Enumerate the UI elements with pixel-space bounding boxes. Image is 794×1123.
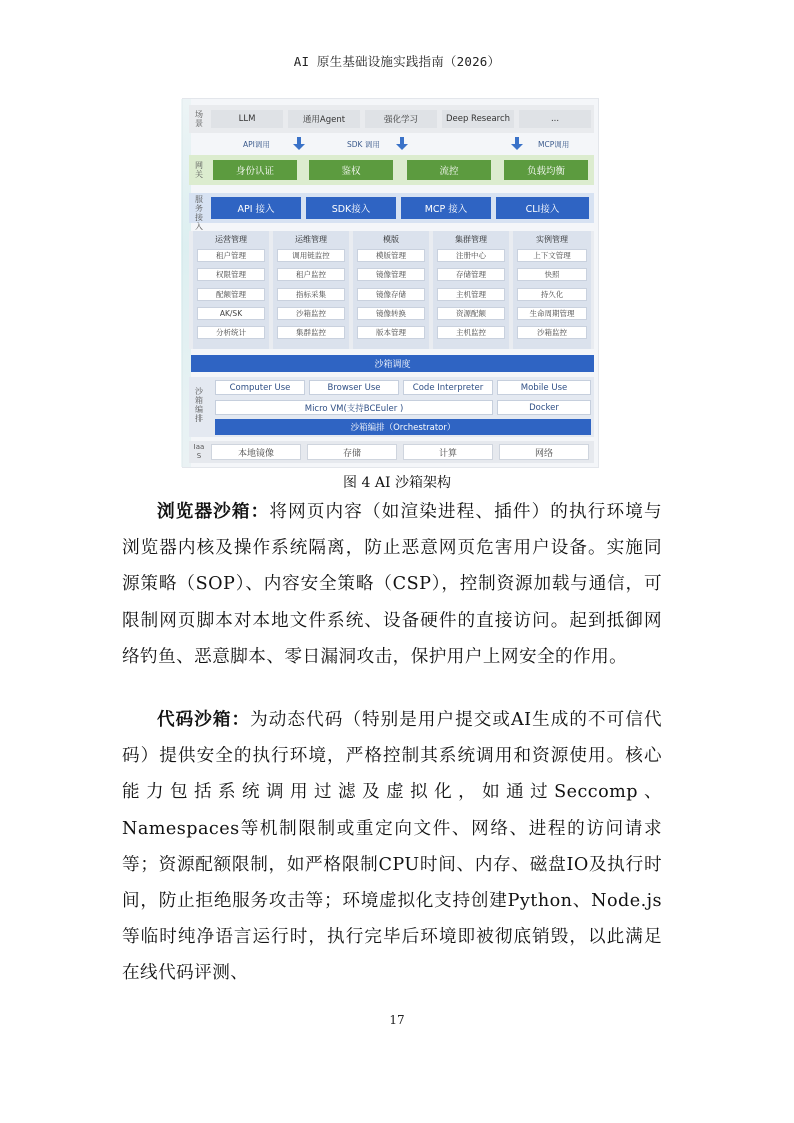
- column-title: 实例管理: [536, 235, 568, 244]
- iaas-local-image: 本地镜像: [211, 444, 301, 460]
- column-item: 主机监控: [437, 326, 505, 339]
- column-item: 配额管理: [197, 288, 265, 301]
- gateway-rate-limit: 流控: [407, 160, 491, 180]
- access-cli: CLI接入: [496, 197, 589, 219]
- column-item: 快照: [517, 268, 587, 281]
- docker-box: Docker: [497, 400, 591, 415]
- scene-more: ...: [519, 110, 591, 128]
- access-row-label: 服务接入: [195, 195, 203, 231]
- scene-deep-research: Deep Research: [442, 110, 514, 128]
- gateway-row-label: 网关: [195, 161, 203, 179]
- iaas-network: 网络: [499, 444, 589, 460]
- orchestrator-box: 沙箱编排（Orchestrator）: [215, 419, 591, 435]
- access-sdk: SDK接入: [306, 197, 396, 219]
- figure-caption: 图 4 AI 沙箱架构: [343, 475, 451, 491]
- gateway-load-balance: 负载均衡: [504, 160, 588, 180]
- mcp-call-label: MCP调用: [538, 140, 570, 149]
- api-call-label: API调用: [243, 140, 270, 149]
- iaas-storage: 存储: [307, 444, 397, 460]
- paragraph-browser-sandbox: [122, 494, 662, 675]
- code-interpreter-box: Code Interpreter: [403, 380, 493, 395]
- column-item: 模版管理: [357, 249, 425, 262]
- column-item: 镜像存储: [357, 288, 425, 301]
- gateway-row: [189, 155, 594, 185]
- ops-column: [193, 231, 269, 349]
- cluster-column: [433, 231, 509, 349]
- column-item: AK/SK: [197, 307, 265, 320]
- iaas-row: [189, 441, 594, 463]
- paragraph-code-sandbox: [122, 702, 662, 992]
- column-item: 租户监控: [277, 268, 345, 281]
- scene-llm: LLM: [211, 110, 283, 128]
- instance-column: [513, 231, 591, 349]
- column-item: 上下文管理: [517, 249, 587, 262]
- scene-row-label: 场景: [195, 110, 203, 128]
- column-item: 沙箱监控: [517, 326, 587, 339]
- column-item: 集群监控: [277, 326, 345, 339]
- scene-row: [189, 105, 594, 133]
- column-item: 沙箱监控: [277, 307, 345, 320]
- paragraph-term: 浏览器沙箱：: [157, 501, 270, 522]
- scene-rl: 强化学习: [365, 110, 437, 128]
- gateway-authz: 鉴权: [309, 160, 393, 180]
- orchestration-row-label: 沙箱编排: [195, 387, 203, 423]
- access-row: [189, 193, 594, 231]
- column-item: 调用链监控: [277, 249, 345, 262]
- column-item: 指标采集: [277, 288, 345, 301]
- column-title: 集群管理: [455, 235, 487, 244]
- column-title: 运营管理: [215, 235, 247, 244]
- access-api: API 接入: [211, 197, 301, 219]
- access-mcp: MCP 接入: [401, 197, 491, 219]
- running-header: AI 原生基础设施实践指南（2026）: [293, 54, 501, 69]
- column-title: 运维管理: [295, 235, 327, 244]
- column-item: 分析统计: [197, 326, 265, 339]
- maintenance-column: [273, 231, 349, 349]
- paragraph-text: 为动态代码（特别是用户提交或AI生成的不可信代码）提供安全的执行环境，严格控制其系统调用和资源使用。核心能力包括系统调用过滤及虚拟化，如通过Seccomp、Namespaces等机制限制或重定向文件、网络、进程的访问请求等；资源配额限制，如严格限制CPU时间、内存、磁盘IO及执行时间，防止拒绝服务攻击等；环境虚拟化支持创建Python、Node.js等临时纯净语言运行时，执行完毕后环境即被彻底销毁，以此满足在线代码评测、: [122, 710, 662, 984]
- column-item: 资源配额: [437, 307, 505, 320]
- column-item: 存储管理: [437, 268, 505, 281]
- micro-vm-box: Micro VM(支持BCEuler ): [215, 400, 493, 415]
- column-title: 模版: [383, 235, 399, 244]
- template-column: [353, 231, 429, 349]
- management-area: [189, 231, 594, 349]
- mobile-use-box: Mobile Use: [497, 380, 591, 395]
- column-item: 镜像管理: [357, 268, 425, 281]
- column-item: 权限管理: [197, 268, 265, 281]
- sandbox-scheduling: 沙箱调度: [191, 355, 594, 372]
- column-item: 版本管理: [357, 326, 425, 339]
- column-item: 租户管理: [197, 249, 265, 262]
- page-number: 17: [389, 1013, 405, 1027]
- gateway-auth: 身份认证: [213, 160, 297, 180]
- column-item: 镜像转换: [357, 307, 425, 320]
- paragraph-text: 将网页内容（如渲染进程、插件）的执行环境与浏览器内核及操作系统隔离，防止恶意网页危害用户设备。实施同源策略（SOP）、内容安全策略（CSP），控制资源加载与通信，可限制网页脚本对本地文件系统、设备硬件的直接访问。起到抵御网络钓鱼、恶意脚本、零日漏洞攻击，保护用户上网安全的作用。: [122, 502, 662, 667]
- sdk-call-label: SDK 调用: [347, 140, 380, 149]
- column-item: 注册中心: [437, 249, 505, 262]
- browser-use-box: Browser Use: [309, 380, 399, 395]
- column-item: 主机管理: [437, 288, 505, 301]
- paragraph-term: 代码沙箱：: [157, 709, 251, 730]
- architecture-figure: [182, 98, 599, 468]
- column-item: 生命周期管理: [517, 307, 587, 320]
- scene-agent: 通用Agent: [288, 110, 360, 128]
- orchestration-area: [189, 377, 594, 437]
- computer-use-box: Computer Use: [215, 380, 305, 395]
- iaas-compute: 计算: [403, 444, 493, 460]
- column-item: 持久化: [517, 288, 587, 301]
- iaas-row-label: IaaS: [193, 443, 205, 460]
